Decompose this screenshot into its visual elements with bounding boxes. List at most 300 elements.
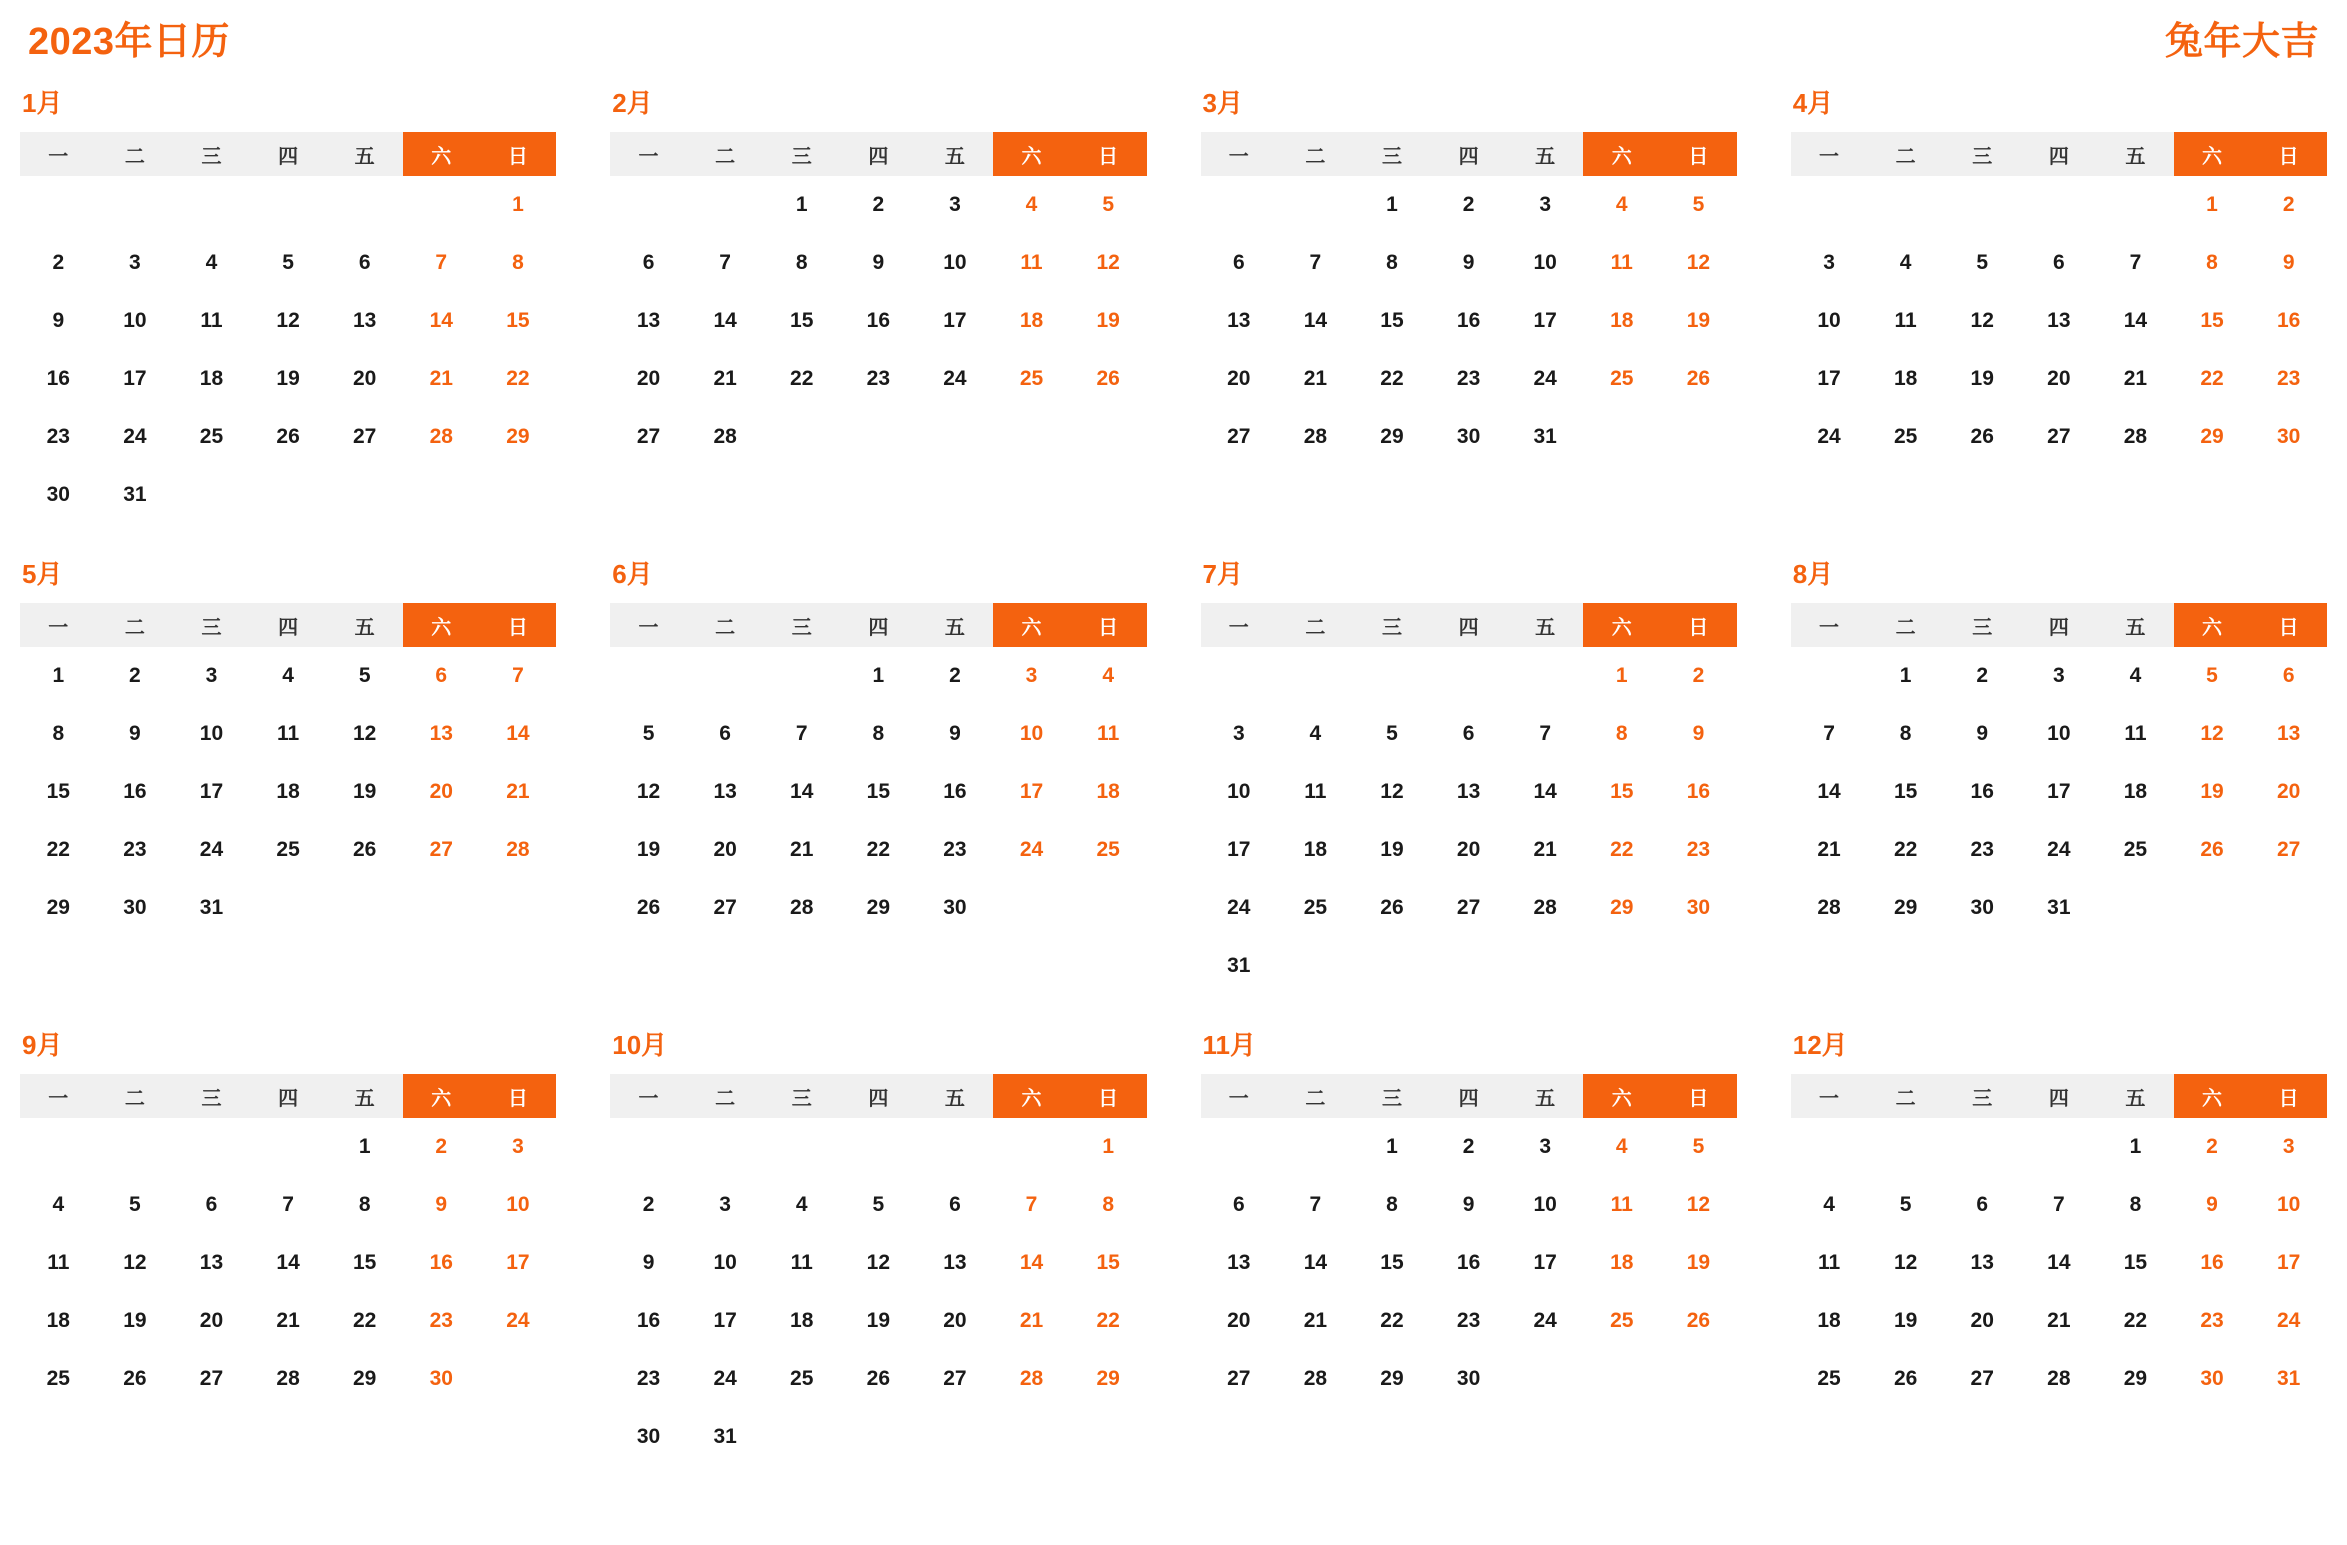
day-cell[interactable]: 29: [1096, 1367, 1120, 1390]
day-cell[interactable]: 24: [506, 1309, 530, 1332]
day-cell[interactable]: 14: [790, 780, 814, 803]
day-cell[interactable]: 15: [1610, 780, 1634, 803]
day-cell[interactable]: 27: [636, 425, 661, 448]
day-cell[interactable]: 2: [872, 193, 885, 216]
day-cell[interactable]: 18: [1893, 367, 1918, 390]
day-cell[interactable]: 3: [129, 251, 141, 274]
day-cell[interactable]: 29: [1380, 425, 1404, 448]
day-cell[interactable]: 16: [1456, 1251, 1481, 1274]
day-cell[interactable]: 1: [1102, 1135, 1114, 1158]
day-cell[interactable]: 29: [2123, 1367, 2148, 1390]
day-cell[interactable]: 22: [866, 838, 890, 861]
day-cell[interactable]: 17: [1227, 838, 1251, 861]
day-cell[interactable]: 7: [2052, 1193, 2065, 1216]
day-cell[interactable]: 2: [129, 664, 141, 687]
day-cell[interactable]: 4: [1309, 722, 1322, 745]
day-cell[interactable]: 29: [506, 425, 530, 448]
day-cell[interactable]: 5: [1386, 722, 1398, 745]
day-cell[interactable]: 21: [276, 1309, 300, 1332]
day-cell[interactable]: 15: [2200, 309, 2224, 332]
day-cell[interactable]: 6: [1976, 1193, 1989, 1216]
day-cell[interactable]: 9: [1462, 251, 1475, 274]
day-cell[interactable]: 19: [352, 780, 377, 803]
day-cell[interactable]: 6: [1462, 722, 1475, 745]
day-cell[interactable]: 12: [1686, 251, 1711, 274]
day-cell[interactable]: 17: [199, 780, 224, 803]
day-cell[interactable]: 26: [1970, 425, 1994, 448]
day-cell[interactable]: 3: [949, 193, 961, 216]
day-cell[interactable]: 8: [52, 722, 65, 745]
day-cell[interactable]: 11: [47, 1251, 70, 1274]
day-cell[interactable]: 12: [866, 1251, 890, 1274]
day-cell[interactable]: 16: [2276, 309, 2301, 332]
day-cell[interactable]: 30: [2200, 1367, 2224, 1390]
day-cell[interactable]: 30: [123, 896, 147, 919]
day-cell[interactable]: 25: [790, 1367, 814, 1390]
day-cell[interactable]: 18: [199, 367, 224, 390]
day-cell[interactable]: 22: [790, 367, 814, 390]
day-cell[interactable]: 31: [1533, 425, 1557, 448]
day-cell[interactable]: 30: [46, 483, 70, 506]
day-cell[interactable]: 6: [2282, 664, 2295, 687]
day-cell[interactable]: 14: [2123, 309, 2148, 332]
day-cell[interactable]: 13: [1227, 1251, 1251, 1274]
day-cell[interactable]: 14: [1817, 780, 1841, 803]
day-cell[interactable]: 5: [1102, 193, 1114, 216]
day-cell[interactable]: 11: [276, 722, 300, 745]
day-cell[interactable]: 25: [1610, 1309, 1634, 1332]
day-cell[interactable]: 7: [795, 722, 808, 745]
day-cell[interactable]: 6: [2052, 251, 2065, 274]
day-cell[interactable]: 27: [2276, 838, 2301, 861]
day-cell[interactable]: 9: [2282, 251, 2295, 274]
day-cell[interactable]: 22: [1380, 367, 1404, 390]
day-cell[interactable]: 10: [1227, 780, 1251, 803]
day-cell[interactable]: 25: [1893, 425, 1918, 448]
day-cell[interactable]: 9: [642, 1251, 655, 1274]
day-cell[interactable]: 1: [52, 664, 65, 687]
day-cell[interactable]: 15: [1380, 1251, 1404, 1274]
day-cell[interactable]: 1: [795, 193, 808, 216]
day-cell[interactable]: 14: [2047, 1251, 2071, 1274]
day-cell[interactable]: 24: [2276, 1309, 2301, 1332]
day-cell[interactable]: 19: [866, 1309, 890, 1332]
day-cell[interactable]: 31: [713, 1425, 737, 1448]
day-cell[interactable]: 21: [1303, 1309, 1328, 1332]
day-cell[interactable]: 12: [1096, 251, 1120, 274]
day-cell[interactable]: 18: [1817, 1309, 1841, 1332]
day-cell[interactable]: 9: [1462, 1193, 1475, 1216]
day-cell[interactable]: 8: [1102, 1193, 1114, 1216]
day-cell[interactable]: 5: [1692, 193, 1705, 216]
day-cell[interactable]: 31: [1227, 954, 1251, 977]
day-cell[interactable]: 27: [1227, 1367, 1251, 1390]
day-cell[interactable]: 12: [1380, 780, 1404, 803]
day-cell[interactable]: 2: [2282, 193, 2295, 216]
day-cell[interactable]: 8: [358, 1193, 371, 1216]
day-cell[interactable]: 16: [1456, 309, 1481, 332]
day-cell[interactable]: 23: [866, 367, 890, 390]
day-cell[interactable]: 13: [2276, 722, 2301, 745]
day-cell[interactable]: 8: [1386, 1193, 1398, 1216]
day-cell[interactable]: 4: [1615, 1135, 1628, 1158]
day-cell[interactable]: 10: [1019, 722, 1044, 745]
day-cell[interactable]: 1: [2129, 1135, 2142, 1158]
day-cell[interactable]: 23: [943, 838, 967, 861]
day-cell[interactable]: 20: [2047, 367, 2071, 390]
day-cell[interactable]: 3: [1232, 722, 1245, 745]
day-cell[interactable]: 27: [199, 1367, 224, 1390]
day-cell[interactable]: 21: [2123, 367, 2148, 390]
day-cell[interactable]: 29: [352, 1367, 377, 1390]
day-cell[interactable]: 25: [276, 838, 300, 861]
day-cell[interactable]: 10: [1817, 309, 1841, 332]
day-cell[interactable]: 12: [2200, 722, 2224, 745]
day-cell[interactable]: 12: [276, 309, 300, 332]
day-cell[interactable]: 27: [1456, 896, 1481, 919]
day-cell[interactable]: 13: [352, 309, 377, 332]
day-cell[interactable]: 13: [1970, 1251, 1994, 1274]
day-cell[interactable]: 2: [949, 664, 961, 687]
day-cell[interactable]: 23: [46, 425, 70, 448]
day-cell[interactable]: 30: [636, 1425, 661, 1448]
day-cell[interactable]: 17: [2047, 780, 2071, 803]
day-cell[interactable]: 31: [2276, 1367, 2301, 1390]
day-cell[interactable]: 30: [1456, 425, 1481, 448]
day-cell[interactable]: 7: [2129, 251, 2142, 274]
day-cell[interactable]: 27: [1227, 425, 1251, 448]
day-cell[interactable]: 7: [1025, 1193, 1038, 1216]
day-cell[interactable]: 7: [1309, 1193, 1322, 1216]
day-cell[interactable]: 29: [2200, 425, 2224, 448]
day-cell[interactable]: 6: [1232, 251, 1245, 274]
day-cell[interactable]: 9: [435, 1193, 448, 1216]
day-cell[interactable]: 28: [790, 896, 814, 919]
day-cell[interactable]: 16: [123, 780, 147, 803]
day-cell[interactable]: 25: [1303, 896, 1328, 919]
day-cell[interactable]: 2: [1692, 664, 1705, 687]
day-cell[interactable]: 19: [1893, 1309, 1918, 1332]
day-cell[interactable]: 22: [1380, 1309, 1404, 1332]
day-cell[interactable]: 11: [1097, 722, 1120, 745]
day-cell[interactable]: 4: [795, 1193, 808, 1216]
day-cell[interactable]: 31: [123, 483, 147, 506]
day-cell[interactable]: 24: [943, 367, 967, 390]
day-cell[interactable]: 18: [790, 1309, 814, 1332]
day-cell[interactable]: 29: [46, 896, 70, 919]
day-cell[interactable]: 14: [1303, 1251, 1328, 1274]
day-cell[interactable]: 18: [2123, 780, 2148, 803]
day-cell[interactable]: 17: [713, 1309, 737, 1332]
day-cell[interactable]: 17: [1533, 1251, 1557, 1274]
day-cell[interactable]: 18: [276, 780, 300, 803]
day-cell[interactable]: 7: [1823, 722, 1835, 745]
day-cell[interactable]: 26: [352, 838, 377, 861]
day-cell[interactable]: 2: [52, 251, 65, 274]
day-cell[interactable]: 3: [512, 1135, 524, 1158]
day-cell[interactable]: 7: [282, 1193, 294, 1216]
day-cell[interactable]: 15: [506, 309, 530, 332]
day-cell[interactable]: 1: [512, 193, 524, 216]
day-cell[interactable]: 11: [790, 1251, 813, 1274]
day-cell[interactable]: 20: [1227, 1309, 1251, 1332]
day-cell[interactable]: 8: [1899, 722, 1912, 745]
day-cell[interactable]: 14: [276, 1251, 300, 1274]
day-cell[interactable]: 28: [506, 838, 530, 861]
day-cell[interactable]: 21: [1019, 1309, 1044, 1332]
day-cell[interactable]: 18: [1610, 1251, 1634, 1274]
day-cell[interactable]: 16: [2200, 1251, 2224, 1274]
day-cell[interactable]: 9: [872, 251, 885, 274]
day-cell[interactable]: 16: [1686, 780, 1711, 803]
day-cell[interactable]: 15: [1380, 309, 1404, 332]
day-cell[interactable]: 12: [636, 780, 661, 803]
day-cell[interactable]: 7: [1309, 251, 1322, 274]
day-cell[interactable]: 11: [200, 309, 223, 332]
day-cell[interactable]: 16: [46, 367, 70, 390]
day-cell[interactable]: 6: [642, 251, 655, 274]
day-cell[interactable]: 9: [2206, 1193, 2218, 1216]
day-cell[interactable]: 26: [123, 1367, 147, 1390]
day-cell[interactable]: 23: [123, 838, 147, 861]
day-cell[interactable]: 5: [358, 664, 371, 687]
day-cell[interactable]: 24: [1227, 896, 1251, 919]
day-cell[interactable]: 23: [429, 1309, 453, 1332]
day-cell[interactable]: 8: [512, 251, 524, 274]
day-cell[interactable]: 31: [2047, 896, 2071, 919]
day-cell[interactable]: 6: [719, 722, 731, 745]
day-cell[interactable]: 12: [123, 1251, 147, 1274]
day-cell[interactable]: 27: [2047, 425, 2071, 448]
day-cell[interactable]: 13: [1227, 309, 1251, 332]
day-cell[interactable]: 20: [713, 838, 737, 861]
day-cell[interactable]: 19: [123, 1309, 147, 1332]
day-cell[interactable]: 9: [949, 722, 961, 745]
day-cell[interactable]: 27: [943, 1367, 967, 1390]
day-cell[interactable]: 28: [1303, 425, 1328, 448]
day-cell[interactable]: 13: [636, 309, 661, 332]
day-cell[interactable]: 6: [205, 1193, 218, 1216]
day-cell[interactable]: 10: [1533, 1193, 1557, 1216]
day-cell[interactable]: 13: [429, 722, 453, 745]
day-cell[interactable]: 25: [2123, 838, 2148, 861]
day-cell[interactable]: 21: [1303, 367, 1328, 390]
day-cell[interactable]: 24: [713, 1367, 737, 1390]
day-cell[interactable]: 12: [1686, 1193, 1711, 1216]
day-cell[interactable]: 13: [713, 780, 737, 803]
day-cell[interactable]: 24: [199, 838, 224, 861]
day-cell[interactable]: 11: [1817, 1251, 1841, 1274]
day-cell[interactable]: 9: [129, 722, 141, 745]
day-cell[interactable]: 23: [1970, 838, 1994, 861]
day-cell[interactable]: 5: [642, 722, 655, 745]
day-cell[interactable]: 20: [1970, 1309, 1994, 1332]
day-cell[interactable]: 21: [713, 367, 737, 390]
day-cell[interactable]: 3: [719, 1193, 731, 1216]
day-cell[interactable]: 5: [282, 251, 294, 274]
day-cell[interactable]: 15: [352, 1251, 377, 1274]
day-cell[interactable]: 15: [866, 780, 890, 803]
day-cell[interactable]: 8: [795, 251, 808, 274]
day-cell[interactable]: 22: [506, 367, 530, 390]
day-cell[interactable]: 20: [2276, 780, 2301, 803]
day-cell[interactable]: 25: [199, 425, 224, 448]
day-cell[interactable]: 12: [352, 722, 377, 745]
day-cell[interactable]: 8: [2129, 1193, 2142, 1216]
day-cell[interactable]: 5: [1976, 251, 1989, 274]
day-cell[interactable]: 6: [1232, 1193, 1245, 1216]
day-cell[interactable]: 22: [46, 838, 70, 861]
day-cell[interactable]: 25: [1817, 1367, 1841, 1390]
day-cell[interactable]: 19: [1970, 367, 1994, 390]
day-cell[interactable]: 20: [636, 367, 661, 390]
day-cell[interactable]: 9: [1976, 722, 1989, 745]
day-cell[interactable]: 21: [1817, 838, 1841, 861]
day-cell[interactable]: 15: [1096, 1251, 1120, 1274]
day-cell[interactable]: 1: [1386, 1135, 1398, 1158]
day-cell[interactable]: 24: [1817, 425, 1841, 448]
day-cell[interactable]: 10: [2276, 1193, 2301, 1216]
day-cell[interactable]: 2: [435, 1135, 448, 1158]
day-cell[interactable]: 25: [1610, 367, 1634, 390]
day-cell[interactable]: 24: [1019, 838, 1044, 861]
day-cell[interactable]: 23: [2200, 1309, 2224, 1332]
day-cell[interactable]: 4: [282, 664, 294, 687]
day-cell[interactable]: 6: [435, 664, 448, 687]
day-cell[interactable]: 12: [1970, 309, 1994, 332]
day-cell[interactable]: 22: [1610, 838, 1634, 861]
day-cell[interactable]: 4: [1899, 251, 1912, 274]
day-cell[interactable]: 4: [1615, 193, 1628, 216]
day-cell[interactable]: 26: [1686, 1309, 1711, 1332]
day-cell[interactable]: 26: [1893, 1367, 1918, 1390]
day-cell[interactable]: 22: [2123, 1309, 2148, 1332]
day-cell[interactable]: 8: [2206, 251, 2218, 274]
day-cell[interactable]: 21: [1533, 838, 1557, 861]
day-cell[interactable]: 24: [1533, 367, 1557, 390]
day-cell[interactable]: 17: [1817, 367, 1841, 390]
day-cell[interactable]: 20: [943, 1309, 967, 1332]
day-cell[interactable]: 16: [866, 309, 890, 332]
day-cell[interactable]: 3: [2282, 1135, 2295, 1158]
day-cell[interactable]: 18: [46, 1309, 70, 1332]
day-cell[interactable]: 28: [713, 425, 737, 448]
day-cell[interactable]: 21: [506, 780, 530, 803]
day-cell[interactable]: 13: [199, 1251, 224, 1274]
day-cell[interactable]: 10: [713, 1251, 737, 1274]
day-cell[interactable]: 15: [1893, 780, 1918, 803]
day-cell[interactable]: 8: [872, 722, 885, 745]
day-cell[interactable]: 17: [2276, 1251, 2301, 1274]
day-cell[interactable]: 1: [1899, 664, 1912, 687]
day-cell[interactable]: 7: [512, 664, 524, 687]
day-cell[interactable]: 22: [352, 1309, 377, 1332]
day-cell[interactable]: 22: [2200, 367, 2224, 390]
day-cell[interactable]: 3: [1025, 664, 1038, 687]
day-cell[interactable]: 9: [52, 309, 65, 332]
day-cell[interactable]: 28: [2047, 1367, 2071, 1390]
day-cell[interactable]: 23: [1456, 367, 1481, 390]
day-cell[interactable]: 20: [352, 367, 377, 390]
day-cell[interactable]: 7: [1539, 722, 1552, 745]
day-cell[interactable]: 10: [2047, 722, 2071, 745]
day-cell[interactable]: 28: [1019, 1367, 1044, 1390]
day-cell[interactable]: 13: [2047, 309, 2071, 332]
day-cell[interactable]: 2: [1462, 1135, 1475, 1158]
day-cell[interactable]: 27: [713, 896, 737, 919]
day-cell[interactable]: 27: [1970, 1367, 1994, 1390]
day-cell[interactable]: 3: [1823, 251, 1835, 274]
day-cell[interactable]: 17: [123, 367, 147, 390]
day-cell[interactable]: 19: [276, 367, 300, 390]
day-cell[interactable]: 25: [1019, 367, 1044, 390]
day-cell[interactable]: 18: [1096, 780, 1120, 803]
day-cell[interactable]: 10: [943, 251, 967, 274]
day-cell[interactable]: 2: [1976, 664, 1989, 687]
day-cell[interactable]: 19: [2200, 780, 2224, 803]
day-cell[interactable]: 14: [1019, 1251, 1044, 1274]
day-cell[interactable]: 14: [1303, 309, 1328, 332]
day-cell[interactable]: 11: [1304, 780, 1327, 803]
day-cell[interactable]: 2: [1462, 193, 1475, 216]
day-cell[interactable]: 8: [1615, 722, 1628, 745]
day-cell[interactable]: 16: [943, 780, 967, 803]
day-cell[interactable]: 3: [205, 664, 218, 687]
day-cell[interactable]: 6: [358, 251, 371, 274]
day-cell[interactable]: 23: [636, 1367, 661, 1390]
day-cell[interactable]: 2: [2206, 1135, 2218, 1158]
day-cell[interactable]: 9: [1692, 722, 1705, 745]
day-cell[interactable]: 6: [949, 1193, 961, 1216]
day-cell[interactable]: 31: [199, 896, 224, 919]
day-cell[interactable]: 17: [943, 309, 967, 332]
day-cell[interactable]: 19: [1686, 309, 1711, 332]
day-cell[interactable]: 23: [1686, 838, 1711, 861]
day-cell[interactable]: 15: [2123, 1251, 2148, 1274]
day-cell[interactable]: 30: [1456, 1367, 1481, 1390]
day-cell[interactable]: 3: [1539, 1135, 1552, 1158]
day-cell[interactable]: 4: [1102, 664, 1114, 687]
day-cell[interactable]: 10: [506, 1193, 530, 1216]
day-cell[interactable]: 13: [1456, 780, 1481, 803]
day-cell[interactable]: 19: [1380, 838, 1404, 861]
day-cell[interactable]: 1: [2206, 193, 2218, 216]
day-cell[interactable]: 18: [1303, 838, 1328, 861]
day-cell[interactable]: 19: [1096, 309, 1120, 332]
day-cell[interactable]: 20: [1227, 367, 1251, 390]
day-cell[interactable]: 23: [1456, 1309, 1481, 1332]
day-cell[interactable]: 21: [2047, 1309, 2071, 1332]
day-cell[interactable]: 29: [866, 896, 890, 919]
day-cell[interactable]: 28: [1303, 1367, 1328, 1390]
day-cell[interactable]: 11: [1610, 251, 1633, 274]
day-cell[interactable]: 17: [1019, 780, 1044, 803]
day-cell[interactable]: 11: [1894, 309, 1917, 332]
day-cell[interactable]: 10: [123, 309, 147, 332]
day-cell[interactable]: 5: [2206, 664, 2218, 687]
day-cell[interactable]: 21: [790, 838, 814, 861]
day-cell[interactable]: 5: [872, 1193, 885, 1216]
day-cell[interactable]: 28: [1817, 896, 1841, 919]
day-cell[interactable]: 27: [429, 838, 453, 861]
day-cell[interactable]: 20: [429, 780, 453, 803]
day-cell[interactable]: 28: [429, 425, 453, 448]
day-cell[interactable]: 29: [1893, 896, 1918, 919]
day-cell[interactable]: 14: [713, 309, 737, 332]
day-cell[interactable]: 26: [2200, 838, 2224, 861]
day-cell[interactable]: 10: [199, 722, 224, 745]
day-cell[interactable]: 21: [429, 367, 453, 390]
